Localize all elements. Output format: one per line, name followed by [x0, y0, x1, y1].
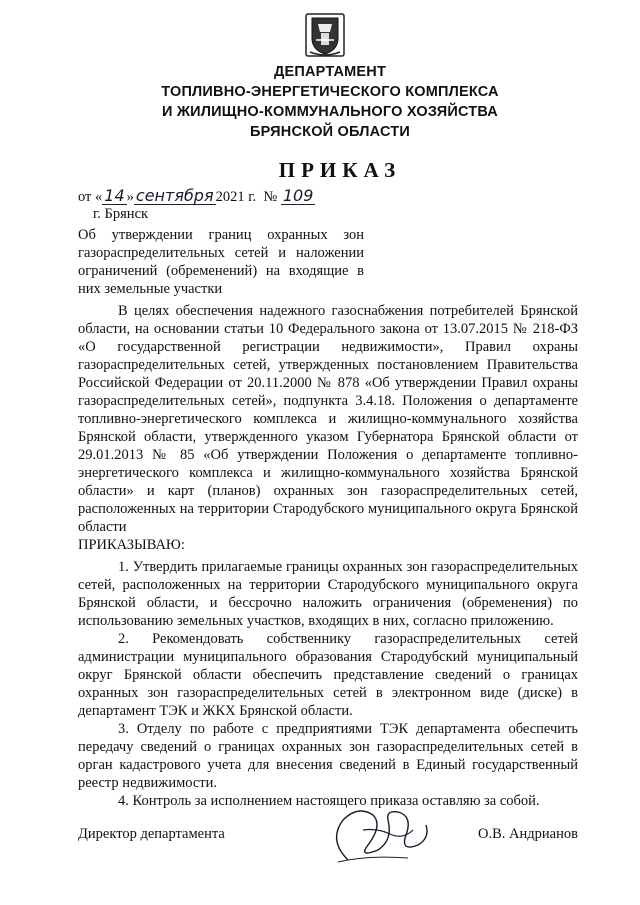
order-year: 2021 г.: [215, 189, 257, 205]
department-line: ДЕПАРТАМЕНТ: [273, 64, 387, 80]
department-heading: [120, 62, 540, 142]
order-word: ПРИКАЗЫВАЮ:: [78, 537, 185, 553]
order-body: [78, 302, 578, 810]
order-item: 4. Контроль за исполнением настоящего приказа оставляю за собой.: [118, 793, 540, 809]
order-subject: Об утверждении границ охранных зон газораспределительных сетей и наложении ограничений (обременений) на входящие в них земельные участки: [78, 227, 364, 297]
preamble: В целях обеспечения надежного газоснабжения потребителей Брянской области, на основании статьи 10 Федерального закона от 13.07.2015 № 218-ФЗ «О государственной регистрации недвижимости», Правил охраны газораспределительных сетей, утвержденных постановлением Правительства Российской Федерации от 20.11.2000 № 878 «Об утверждении Правил охраны газораспределительных сетей», подпункта 3.4.18. Положения о департаменте топливно-энергетического комплекса и жилищно-коммунального хозяйства Брянской области, утвержденного указом Губернатора Брянской области от 29.01.2013 № 85 «Об утверждении Положения о департаменте топливно-энергетического комплекса и жилищно-коммунального хозяйства Брянской области» и карт (планов) охранных зон газораспределительных сетей, расположенных на территории Стародубского муниципального округа Брянской области: [78, 303, 578, 535]
order-title: ПРИКАЗ: [278, 158, 402, 182]
order-day: 14: [104, 186, 125, 205]
city: г. Брянск: [93, 206, 149, 222]
number-sign: №: [263, 189, 278, 205]
date-mid: »: [126, 189, 134, 205]
department-line: БРЯНСКОЙ ОБЛАСТИ: [250, 124, 410, 140]
signer-position: Директор департамента: [78, 826, 225, 842]
order-item: 1. Утвердить прилагаемые границы охранных зон газораспределительных сетей, расположенных на территории Стародубского муниципального округа Брянской области, и бессрочно наложить ограничения (обременения) по использованию земельных участков, входящих в них, согласно приложению.: [78, 559, 578, 629]
date-prefix: от «: [78, 189, 103, 205]
bryansk-coat-of-arms-icon: [304, 12, 346, 58]
order-items: [78, 558, 578, 810]
department-line: ТОПЛИВНО-ЭНЕРГЕТИЧЕСКОГО КОМПЛЕКСА: [161, 84, 499, 100]
order-date-line: [78, 188, 315, 206]
department-line: И ЖИЛИЩНО-КОММУНАЛЬНОГО ХОЗЯЙСТВА: [162, 104, 498, 120]
order-number: 109: [282, 186, 314, 205]
handwritten-signature: [318, 800, 438, 870]
signer-name: О.В. Андрианов: [478, 826, 578, 842]
order-item: 2. Рекомендовать собственнику газораспределительных сетей администрации муниципального образования Стародубский муниципальный округ Брянской области обеспечить представление сведений о границах охранных зон газораспределительных сетей в электронном виде (диске) в департамент ТЭК и ЖКХ Брянской области.: [78, 631, 578, 719]
order-item: 3. Отделу по работе с предприятиями ТЭК департамента обеспечить передачу сведений о границах охранных зон газораспределительных сетей в орган кадастрового учета для внесения сведений в Единый государственный реестр недвижимости.: [78, 721, 578, 791]
order-month: сентября: [135, 186, 214, 205]
